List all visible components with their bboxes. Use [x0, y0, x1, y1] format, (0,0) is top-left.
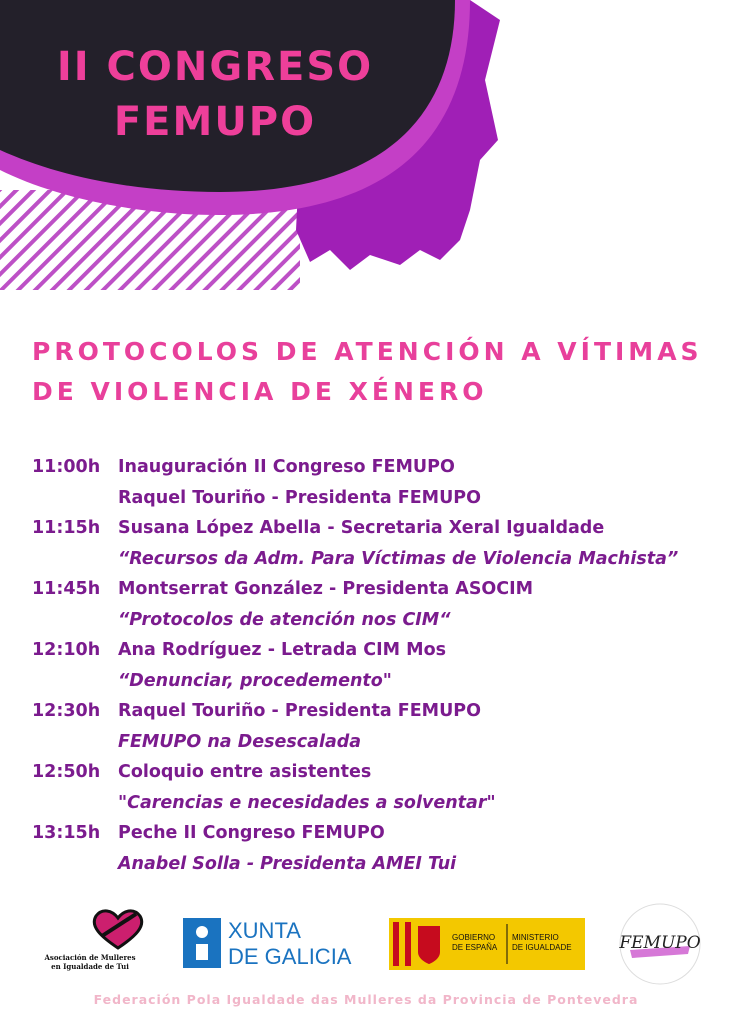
agenda-text: “Recursos da Adm. Para Víctimas de Violencia Machista”	[118, 548, 679, 569]
agenda-time: 11:15h	[32, 518, 101, 539]
agenda-text: Susana López Abella - Secretaria Xeral Igualdade	[118, 518, 605, 539]
femupo-logo	[618, 904, 700, 984]
agenda-text: Raquel Touriño - Presidenta FEMUPO	[118, 701, 481, 722]
amei-tui-logo	[43, 911, 141, 971]
agenda-row	[32, 452, 722, 483]
ministerio-line-2: DE IGUALDADE	[512, 943, 572, 952]
amei-line-1: Asociación de Mulleres	[44, 953, 136, 962]
agenda-time: 12:50h	[32, 762, 101, 783]
gobierno-line-2: DE ESPAÑA	[452, 943, 498, 952]
agenda-time: 11:00h	[32, 457, 101, 478]
agenda-time: 12:30h	[32, 701, 101, 722]
ministerio-line-1: MINISTERIO	[512, 933, 559, 942]
footer-text: Federación Pola Igualdade das Mulleres da Provincia de Pontevedra	[93, 992, 639, 1007]
title-line-2: FEMUPO	[113, 99, 317, 145]
agenda-text: “Protocolos de atención nos CIM“	[118, 609, 451, 630]
xunta-line-2: DE GALICIA	[228, 944, 352, 969]
agenda-text: Montserrat González - Presidenta ASOCIM	[118, 579, 534, 600]
agenda-text: FEMUPO na Desescalada	[118, 731, 362, 752]
agenda-row	[32, 757, 722, 788]
gobierno-espana-logo	[389, 918, 585, 970]
agenda-text: Peche II Congreso FEMUPO	[118, 823, 385, 844]
session-subtitle	[32, 332, 722, 412]
congress-title	[0, 40, 430, 150]
subtitle-line-2: DE VIOLENCIA DE XÉNERO	[32, 377, 488, 406]
agenda-text: Anabel Solla - Presidenta AMEI Tui	[118, 853, 457, 874]
agenda-row	[32, 849, 722, 880]
agenda-text: Inauguración II Congreso FEMUPO	[118, 457, 455, 478]
agenda-row	[32, 818, 722, 849]
agenda-time: 13:15h	[32, 823, 101, 844]
agenda-text: Ana Rodríguez - Letrada CIM Mos	[118, 640, 447, 661]
agenda-time: 12:10h	[32, 640, 101, 661]
agenda-row	[32, 727, 722, 758]
agenda-text: “Denunciar, procedemento"	[118, 670, 392, 691]
spain-coat-of-arms-icon	[418, 926, 440, 964]
xunta-line-1: XUNTA	[228, 918, 301, 943]
agenda-time: 11:45h	[32, 579, 101, 600]
agenda-text: Raquel Touriño - Presidenta FEMUPO	[118, 487, 481, 508]
galicia-shield-icon	[183, 918, 221, 968]
agenda-row	[32, 696, 722, 727]
agenda-row	[32, 788, 722, 819]
agenda-row	[32, 635, 722, 666]
amei-line-2: en Igualdade de Tui	[51, 962, 129, 971]
agenda-list	[32, 452, 722, 879]
agenda-row	[32, 544, 722, 575]
subtitle-line-1: PROTOCOLOS DE ATENCIÓN A VÍTIMAS	[32, 337, 703, 366]
agenda-row	[32, 666, 722, 697]
agenda-row	[32, 483, 722, 514]
xunta-galicia-logo	[183, 918, 352, 969]
agenda-text: "Carencias e necesidades a solventar"	[118, 792, 496, 813]
agenda-row	[32, 605, 722, 636]
title-line-1: II CONGRESO	[56, 44, 374, 90]
gobierno-line-1: GOBIERNO	[452, 933, 496, 942]
femupo-logo-text: FEMUPO	[619, 933, 701, 953]
agenda-row	[32, 513, 722, 544]
agenda-text: Coloquio entre asistentes	[118, 762, 372, 783]
sponsor-logos	[0, 900, 732, 990]
agenda-row	[32, 574, 722, 605]
